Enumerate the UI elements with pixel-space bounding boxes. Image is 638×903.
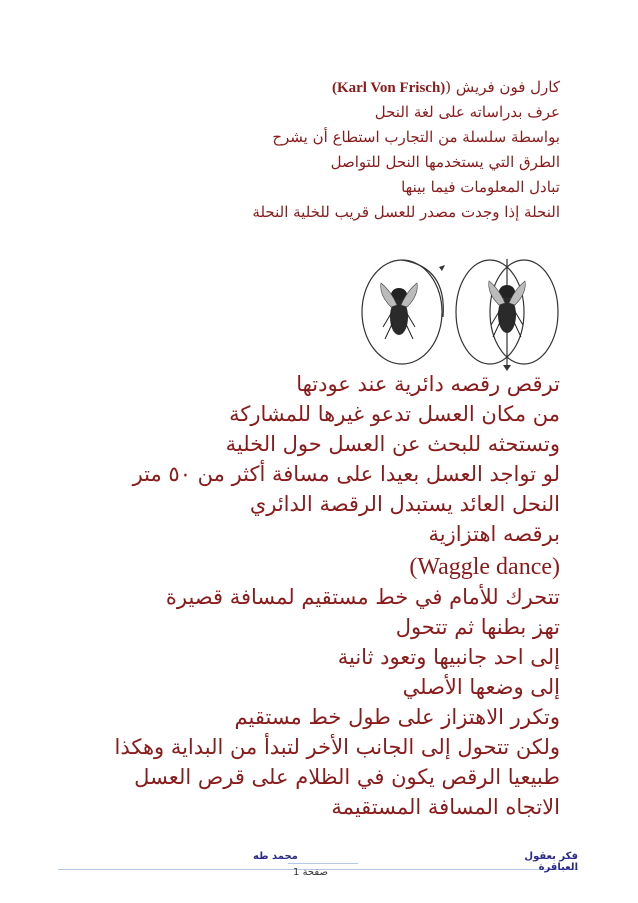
footer-slogan: فكر بعقول العباقرة — [524, 851, 578, 873]
body-line-3: وتستحثه للبحث عن العسل حول الخلية — [225, 432, 560, 456]
body-line-14: الاتجاه المسافة المستقيمة — [331, 795, 560, 819]
body-line-5: النحل العائد يستبدل الرقصة الدائري — [249, 492, 560, 516]
intro-line-5: النحلة إذا وجدت مصدر للعسل قريب للخلية النحلة — [252, 203, 560, 221]
waggle-dance-label: (Waggle dance) — [409, 554, 560, 580]
footer-rule-short — [288, 863, 358, 864]
title-line — [332, 78, 560, 97]
body-line-13: طبيعيا الرقص يكون في الظلام على قرص العسل — [134, 765, 560, 789]
intro-line-4: تبادل المعلومات فيما بينها — [401, 178, 560, 196]
intro-line-3: الطرق التي يستخدمها النحل للتواصل — [330, 153, 560, 171]
title-english: (Karl Von Frisch) — [331, 80, 446, 96]
page-footer — [58, 845, 578, 885]
page-number: 1 — [293, 867, 300, 878]
body-line-6: برقصه اهتزازية — [428, 522, 560, 546]
body-line-12: ولكن تتحول إلى الجانب الأخر لتبدأ من البداية وهكذا — [114, 735, 560, 759]
footer-page-number — [293, 867, 328, 878]
body-line-8: تهز بطنها ثم تتحول — [395, 615, 560, 639]
footer-author: محمد طه — [253, 851, 298, 862]
body-line-10: إلى وضعها الأصلي — [402, 675, 560, 699]
body-line-4: لو تواجد العسل بعيدا على مسافة أكثر من ٥٠ متر — [132, 462, 560, 486]
title-arabic: كارل فون فريش ( — [445, 78, 560, 96]
bee-dance-diagram — [347, 247, 567, 377]
body-line-2: من مكان العسل تدعو غيرها للمشاركة — [229, 402, 560, 426]
intro-line-2: بواسطة سلسلة من التجارب استطاع أن يشرح — [272, 128, 560, 146]
page-label: صفحة — [302, 867, 328, 878]
intro-line-1: عرف بدراساته على لغة النحل — [374, 103, 560, 121]
body-line-9: إلى احد جانبيها وتعود ثانية — [337, 645, 560, 669]
body-line-11: وتكرر الاهتزاز على طول خط مستقيم — [234, 705, 560, 729]
body-line-1: ترقص رقصه دائرية عند عودتها — [296, 372, 560, 396]
body-line-7: تتحرك للأمام في خط مستقيم لمسافة قصيرة — [165, 585, 560, 609]
